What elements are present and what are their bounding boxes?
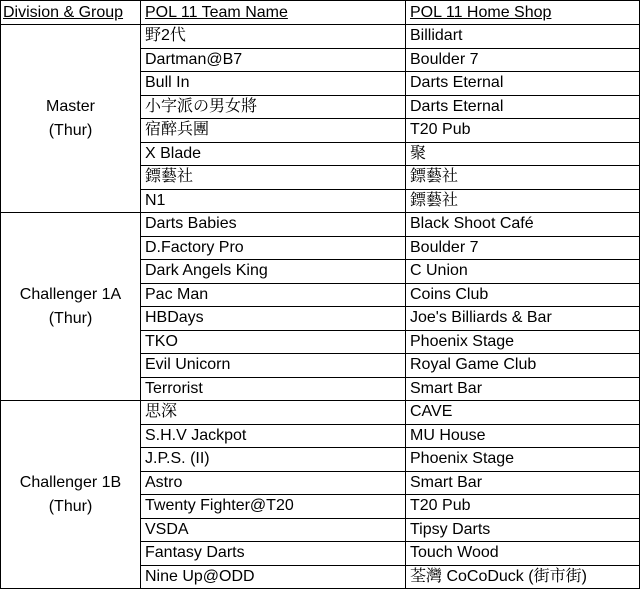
home-shop-cell: Smart Bar bbox=[406, 471, 640, 495]
header-row bbox=[1, 1, 640, 25]
team-name-cell: Nine Up@ODD bbox=[141, 565, 406, 589]
home-shop-cell: Darts Eternal bbox=[406, 72, 640, 96]
division-name: Challenger 1B bbox=[19, 473, 122, 491]
team-name-cell: 野2代 bbox=[141, 25, 406, 49]
division-name: Master bbox=[46, 97, 95, 115]
team-name-cell: Pac Man bbox=[141, 283, 406, 307]
home-shop-cell: Joe's Billiards & Bar bbox=[406, 307, 640, 331]
division-cell bbox=[1, 213, 141, 401]
home-shop-cell: Touch Wood bbox=[406, 542, 640, 566]
home-shop-cell: MU House bbox=[406, 424, 640, 448]
team-name-cell: 思深 bbox=[141, 401, 406, 425]
table-body bbox=[1, 25, 640, 589]
team-name-cell: Evil Unicorn bbox=[141, 354, 406, 378]
team-name-header: POL 11 Team Name bbox=[141, 1, 406, 25]
home-shop-cell: Coins Club bbox=[406, 283, 640, 307]
division-cell bbox=[1, 25, 141, 213]
home-shop-cell: Tipsy Darts bbox=[406, 518, 640, 542]
team-name-cell: Fantasy Darts bbox=[141, 542, 406, 566]
home-shop-cell: 鏢藝社 bbox=[406, 189, 640, 213]
team-name-cell: Bull In bbox=[141, 72, 406, 96]
team-name-cell: Darts Babies bbox=[141, 213, 406, 237]
division-day: (Thur) bbox=[48, 121, 93, 139]
team-name-cell: J.P.S. (II) bbox=[141, 448, 406, 472]
team-name-cell: Dartman@B7 bbox=[141, 48, 406, 72]
division-day: (Thur) bbox=[48, 497, 93, 515]
team-name-cell: Twenty Fighter@T20 bbox=[141, 495, 406, 519]
home-shop-cell: 聚 bbox=[406, 142, 640, 166]
home-shop-cell: C Union bbox=[406, 260, 640, 284]
team-name-cell: Astro bbox=[141, 471, 406, 495]
home-shop-cell: Royal Game Club bbox=[406, 354, 640, 378]
division-name: Challenger 1A bbox=[19, 285, 122, 303]
home-shop-cell: Boulder 7 bbox=[406, 236, 640, 260]
team-name-cell: X Blade bbox=[141, 142, 406, 166]
home-shop-cell: Billidart bbox=[406, 25, 640, 49]
division-cell bbox=[1, 401, 141, 589]
table-row bbox=[1, 213, 640, 237]
home-shop-cell: Boulder 7 bbox=[406, 48, 640, 72]
team-name-cell: S.H.V Jackpot bbox=[141, 424, 406, 448]
team-name-cell: N1 bbox=[141, 189, 406, 213]
home-shop-cell: 鏢藝社 bbox=[406, 166, 640, 190]
home-shop-cell: Darts Eternal bbox=[406, 95, 640, 119]
team-name-cell: D.Factory Pro bbox=[141, 236, 406, 260]
home-shop-cell: Black Shoot Café bbox=[406, 213, 640, 237]
table-row bbox=[1, 401, 640, 425]
team-name-cell: Dark Angels King bbox=[141, 260, 406, 284]
home-shop-cell: Phoenix Stage bbox=[406, 330, 640, 354]
team-name-cell: 宿醉兵團 bbox=[141, 119, 406, 143]
table-row bbox=[1, 25, 640, 49]
home-shop-header: POL 11 Home Shop bbox=[406, 1, 640, 25]
division-header: Division & Group bbox=[1, 1, 141, 25]
home-shop-cell: CAVE bbox=[406, 401, 640, 425]
team-name-cell: HBDays bbox=[141, 307, 406, 331]
home-shop-cell: 荃灣 CoCoDuck (街市街) bbox=[406, 565, 640, 589]
team-name-cell: 小字派の男女將 bbox=[141, 95, 406, 119]
division-day: (Thur) bbox=[48, 309, 93, 327]
team-name-cell: 鏢藝社 bbox=[141, 166, 406, 190]
home-shop-cell: T20 Pub bbox=[406, 495, 640, 519]
home-shop-cell: Smart Bar bbox=[406, 377, 640, 401]
team-name-cell: VSDA bbox=[141, 518, 406, 542]
home-shop-cell: Phoenix Stage bbox=[406, 448, 640, 472]
home-shop-cell: T20 Pub bbox=[406, 119, 640, 143]
team-name-cell: TKO bbox=[141, 330, 406, 354]
team-name-cell: Terrorist bbox=[141, 377, 406, 401]
